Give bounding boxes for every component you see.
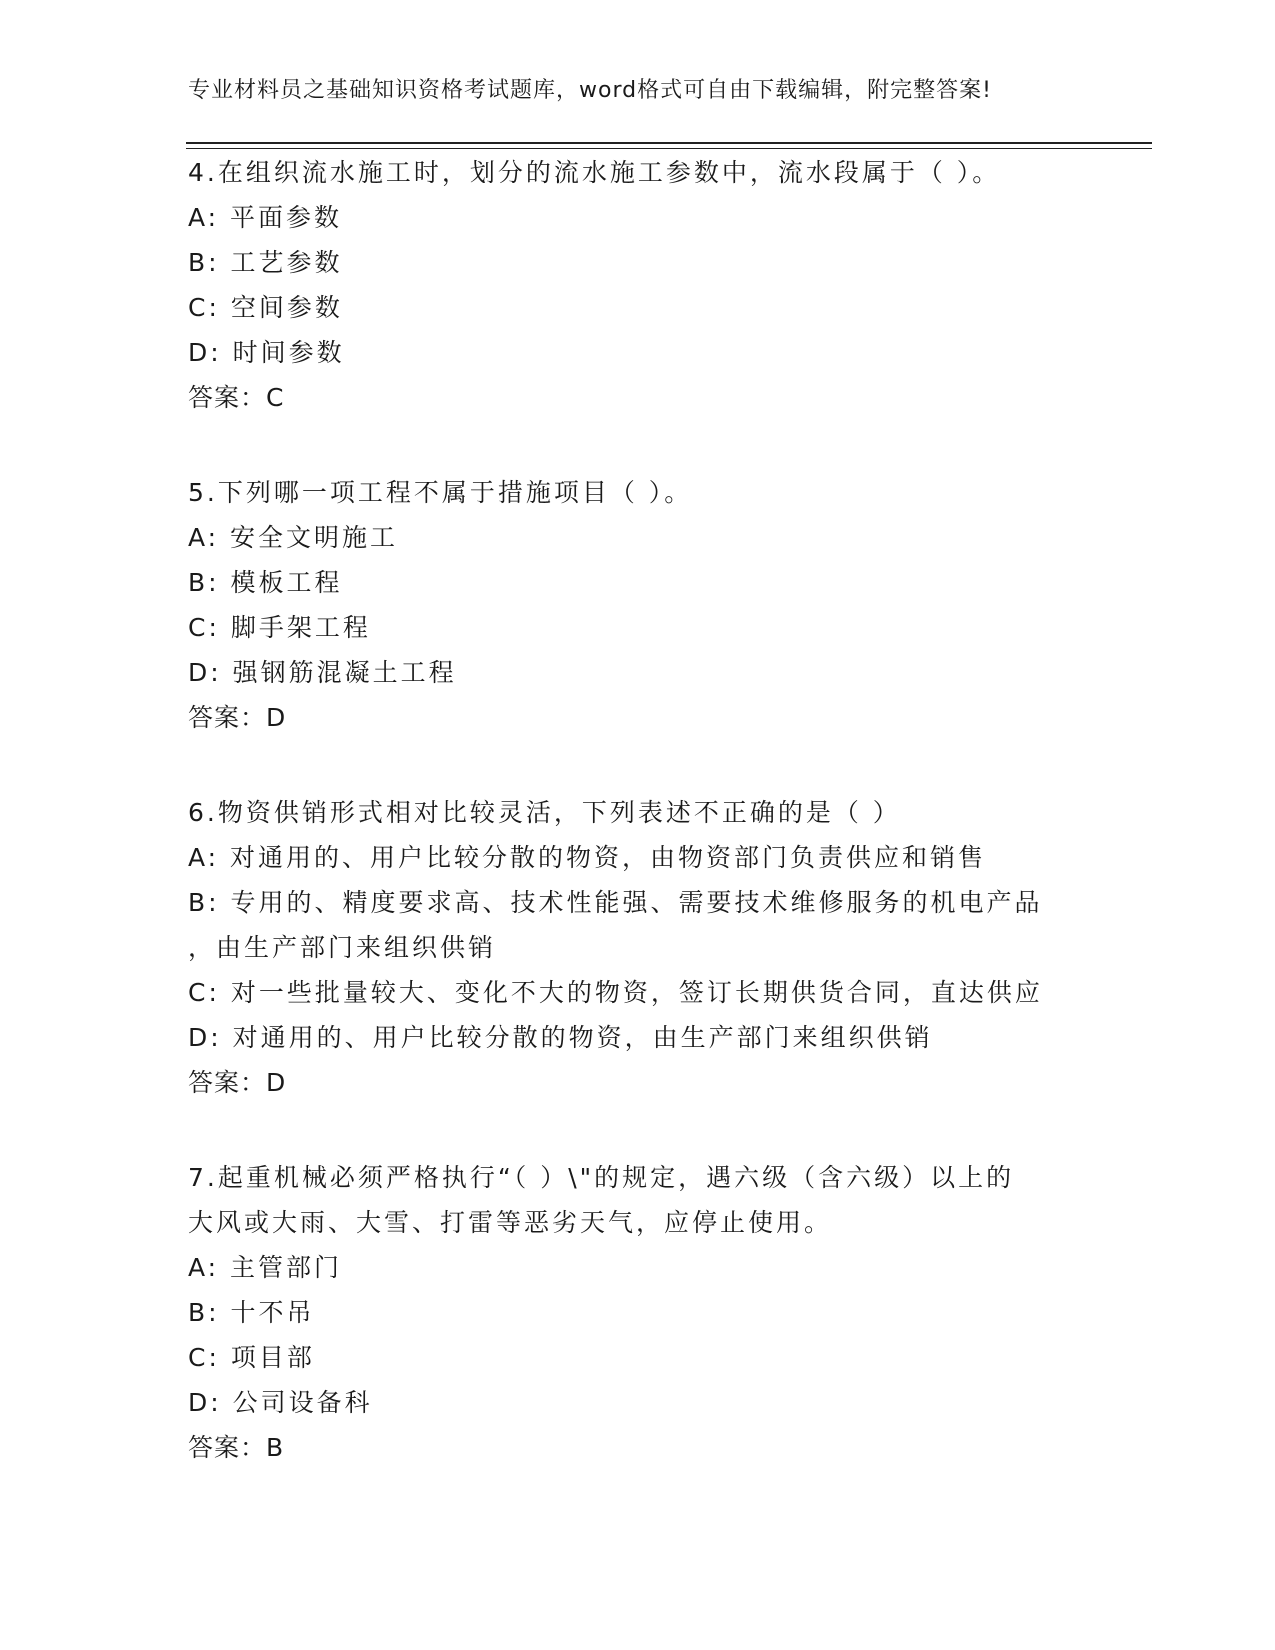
- option-c: C: 对一些批量较大、变化不大的物资，签订长期供货合同，直达供应: [188, 978, 1043, 1007]
- option-b: B: 专用的、精度要求高、技术性能强、需要技术维修服务的机电产品: [188, 888, 1043, 917]
- option-a: A: 对通用的、用户比较分散的物资，由物资部门负责供应和销售: [188, 843, 987, 872]
- option-d: D: 强钢筋混凝土工程: [188, 658, 457, 687]
- header-divider-thin: [186, 148, 1152, 149]
- question-stem: 5.下列哪一项工程不属于措施项目（ ）。: [188, 478, 693, 507]
- question-stem-continued: 大风或大雨、大雪、打雷等恶劣天气，应停止使用。: [188, 1208, 833, 1237]
- header-divider: [186, 142, 1152, 144]
- option-c: C: 项目部: [188, 1343, 315, 1372]
- option-d: D: 公司设备科: [188, 1388, 373, 1417]
- answer-line: 答案：B: [188, 1433, 285, 1462]
- option-b: B: 工艺参数: [188, 248, 343, 277]
- page-header: 专业材料员之基础知识资格考试题库，word格式可自由下载编辑，附完整答案!: [188, 78, 992, 103]
- question-4: [188, 150, 1088, 420]
- option-c: C: 空间参数: [188, 293, 343, 322]
- answer-line: 答案：D: [188, 1068, 287, 1097]
- option-a: A: 主管部门: [188, 1253, 343, 1282]
- option-a: A: 安全文明施工: [188, 523, 399, 552]
- option-c: C: 脚手架工程: [188, 613, 371, 642]
- answer-line: 答案：C: [188, 383, 285, 412]
- option-d: D: 时间参数: [188, 338, 345, 367]
- option-b-continued: ，由生产部门来组织供销: [188, 933, 497, 962]
- question-stem: 7.起重机械必须严格执行“（ ）\"的规定，遇六级（含六级）以上的: [188, 1163, 1015, 1192]
- option-d: D: 对通用的、用户比较分散的物资，由生产部门来组织供销: [188, 1023, 933, 1052]
- option-b: B: 十不吊: [188, 1298, 315, 1327]
- option-a: A: 平面参数: [188, 203, 343, 232]
- answer-line: 答案：D: [188, 703, 287, 732]
- question-stem: 4.在组织流水施工时，划分的流水施工参数中，流水段属于（ ）。: [188, 158, 1001, 187]
- question-stem: 6.物资供销形式相对比较灵活，下列表述不正确的是（ ）: [188, 798, 901, 827]
- option-b: B: 模板工程: [188, 568, 343, 597]
- question-5: [188, 470, 1088, 740]
- question-6: [188, 790, 1088, 1105]
- question-7: [188, 1155, 1088, 1470]
